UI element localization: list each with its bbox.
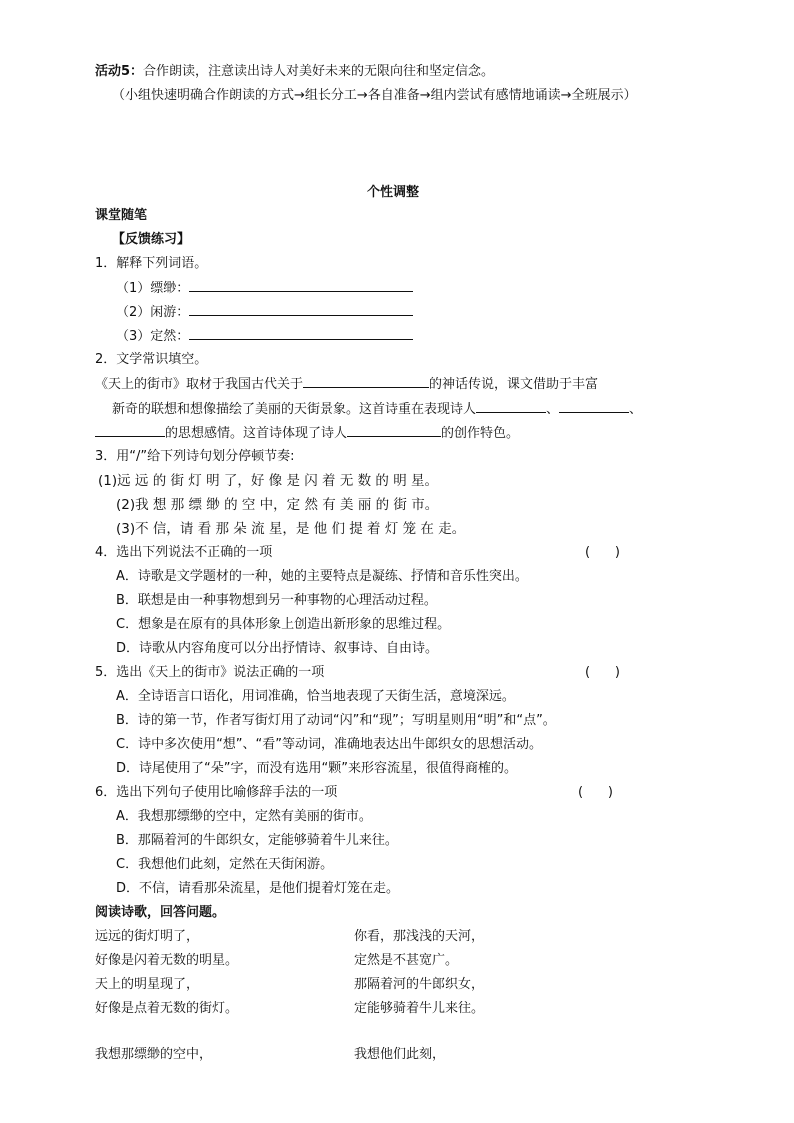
answer-blank[interactable] bbox=[559, 400, 629, 413]
notes-heading: 课堂随笔 bbox=[95, 208, 148, 223]
q2-line-2 bbox=[112, 400, 642, 419]
feedback-heading: 【反馈练习】 bbox=[112, 232, 191, 247]
activity-text: 合作朗读，注意读出诗人对美好未来的无限向往和坚定信念。 bbox=[143, 64, 495, 79]
q2-text: 《天上的街市》取材于我国古代关于 bbox=[95, 377, 304, 392]
q6-option: A．我想那缥缈的空中，定然有美丽的街市。 bbox=[116, 809, 372, 824]
q2-text: 的思想感情。这首诗体现了诗人 bbox=[165, 426, 348, 441]
poem-line-left: 我想那缥缈的空中， bbox=[95, 1047, 213, 1062]
poem-line-left: 远远的街灯明了， bbox=[95, 929, 200, 944]
q1-item bbox=[116, 303, 413, 322]
q1-item bbox=[116, 279, 413, 298]
q2-text: 的神话传说，课文借助于丰富 bbox=[429, 377, 599, 392]
poem-line-left: 好像是点着无数的街灯。 bbox=[95, 1001, 239, 1016]
q3-item: (2)我 想 那 缥 缈 的 空 中，定 然 有 美 丽 的 街 市。 bbox=[116, 497, 439, 513]
q4-option: C．想象是在原有的具体形象上创造出新形象的思维过程。 bbox=[116, 617, 451, 632]
answer-blank[interactable] bbox=[476, 400, 546, 413]
answer-blank[interactable] bbox=[347, 424, 441, 437]
answer-paren[interactable]: ( ) bbox=[585, 545, 620, 560]
q2-title: 2．文学常识填空。 bbox=[95, 352, 208, 367]
q3-item: (1)远 远 的 街 灯 明 了，好 像 是 闪 着 无 数 的 明 星。 bbox=[98, 473, 438, 489]
q5-option: D．诗尾使用了“朵”字，而没有选用“颗”来形容流星，很值得商榷的。 bbox=[116, 761, 517, 776]
q2-text: 新奇的联想和想像描绘了美丽的天街景象。这首诗重在表现诗人 bbox=[112, 402, 477, 417]
q6-title: 6．选出下列句子使用比喻修辞手法的一项 bbox=[95, 785, 338, 800]
q2-text: 的创作特色。 bbox=[441, 426, 520, 441]
q1-item-label: （3）定然： bbox=[116, 329, 190, 344]
activity-label: 活动5： bbox=[95, 64, 144, 79]
q6-option: B．那隔着河的牛郎织女，定能够骑着牛儿来往。 bbox=[116, 833, 398, 848]
activity-steps: （小组快速明确合作朗读的方式→组长分工→各自准备→组内尝试有感情地诵读→全班展示） bbox=[112, 88, 637, 103]
q4-title: 4．选出下列说法不正确的一项 bbox=[95, 545, 273, 560]
q1-item bbox=[116, 327, 413, 346]
q2-line-1 bbox=[95, 375, 598, 394]
reading-heading: 阅读诗歌，回答问题。 bbox=[95, 905, 226, 920]
q5-option: C．诗中多次使用“想”、“看”等动词，准确地表达出牛郎织女的思想活动。 bbox=[116, 737, 543, 752]
poem-line-right: 我想他们此刻， bbox=[354, 1047, 446, 1062]
q2-text: 、 bbox=[629, 402, 643, 417]
answer-paren[interactable]: ( ) bbox=[585, 665, 620, 680]
q6-option: D．不信，请看那朵流星，是他们提着灯笼在走。 bbox=[116, 881, 400, 896]
q3-item: (3)不 信，请 看 那 朵 流 星，是 他 们 提 着 灯 笼 在 走。 bbox=[116, 521, 466, 537]
q3-title: 3．用“/”给下列诗句划分停顿节奏: bbox=[95, 449, 295, 464]
q2-text: 、 bbox=[546, 402, 560, 417]
poem-line-right: 定能够骑着牛儿来往。 bbox=[354, 1001, 485, 1016]
activity-line bbox=[95, 63, 494, 81]
q6-option: C．我想他们此刻，定然在天街闲游。 bbox=[116, 857, 334, 872]
q4-option: D．诗歌从内容角度可以分出抒情诗、叙事诗、自由诗。 bbox=[116, 641, 439, 656]
poem-line-right: 那隔着河的牛郎织女， bbox=[354, 977, 485, 992]
answer-blank[interactable] bbox=[189, 279, 413, 292]
answer-paren[interactable]: ( ) bbox=[578, 785, 613, 800]
q5-option: A．全诗语言口语化，用词准确，恰当地表现了天街生活，意境深远。 bbox=[116, 689, 515, 704]
q1-title: 1．解释下列词语。 bbox=[95, 256, 208, 271]
section-title: 个性调整 bbox=[367, 185, 420, 200]
answer-blank[interactable] bbox=[189, 303, 413, 316]
answer-blank[interactable] bbox=[303, 375, 429, 388]
q1-item-label: （1）缥缈： bbox=[116, 281, 190, 296]
poem-line-right: 定然是不甚宽广。 bbox=[354, 953, 459, 968]
answer-blank[interactable] bbox=[95, 424, 165, 437]
answer-blank[interactable] bbox=[189, 327, 413, 340]
q2-line-3 bbox=[95, 424, 519, 443]
q5-title: 5．选出《天上的街市》说法正确的一项 bbox=[95, 665, 325, 680]
q5-option: B．诗的第一节，作者写街灯用了动词“闪”和“现”；写明星则用“明”和“点”。 bbox=[116, 713, 556, 728]
poem-line-right: 你看，那浅浅的天河， bbox=[354, 929, 485, 944]
q4-option: B．联想是由一种事物想到另一种事物的心理活动过程。 bbox=[116, 593, 437, 608]
q4-option: A．诗歌是文学题材的一种，她的主要特点是凝练、抒情和音乐性突出。 bbox=[116, 569, 528, 584]
poem-line-left: 天上的明星现了， bbox=[95, 977, 200, 992]
poem-line-left: 好像是闪着无数的明星。 bbox=[95, 953, 239, 968]
q1-item-label: （2）闲游： bbox=[116, 305, 190, 320]
